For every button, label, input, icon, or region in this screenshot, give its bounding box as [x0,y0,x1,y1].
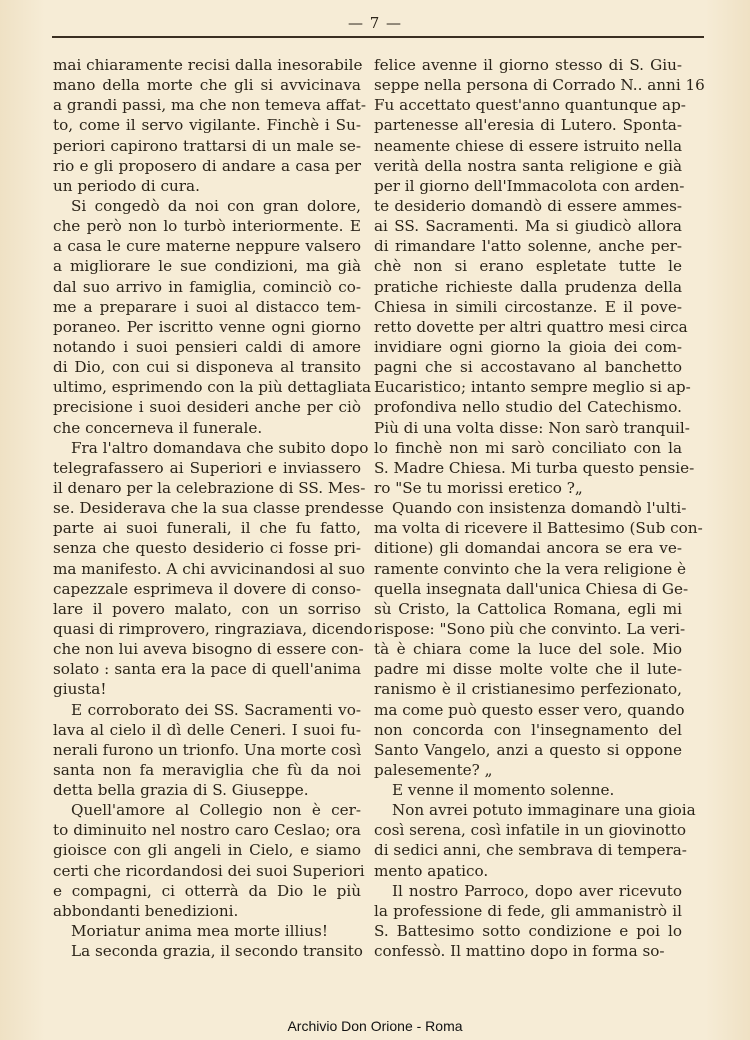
text-line: Santo Vangelo, anzi a questo si oppone [374,740,682,759]
text-line: Il nostro Parroco, dopo aver ricevuto [392,881,682,900]
left-text-column [53,55,384,961]
text-line: dal suo arrivo in famiglia, cominciò co- [53,277,361,296]
text-line: ranismo è il cristianesimo perfezionato, [374,680,682,699]
text-line: te desiderio domandò di essere ammes- [374,196,682,215]
text-line: Fra l'altro domandava che subito dopo [71,438,369,457]
text-line: di Dio, con cui si disponeva al transito [53,358,361,377]
text-line: così serena, così infatile in un giovinotto [374,821,687,840]
text-line: non concorda con l'insegnamento del [374,720,682,739]
text-line: verità della nostra santa religione e già [374,156,682,175]
text-line: certi che ricordandosi dei suoi Superiori [53,861,365,880]
text-line: detta bella grazia di S. Giuseppe. [53,781,309,800]
text-line: Quell'amore al Collegio non è cer- [71,801,361,820]
text-line: gioisce con gli angeli in Cielo, e siamo [53,841,361,860]
text-line: giusta! [53,680,107,699]
text-line: confessò. Il mattino dopo in forma so- [374,942,665,961]
text-line: ramente convinto che la vera religione è [374,559,686,578]
text-line: ma volta di ricevere il Battesimo (Sub con- [374,519,703,538]
text-line: Chiesa in simili circostanze. E il pove- [374,297,682,316]
right-text-column [374,55,705,961]
text-line: mano della morte che gli si avvicinava [53,76,361,95]
text-line: che concerneva il funerale. [53,418,263,437]
text-line: ma come può questo esser vero, quando [374,700,685,719]
text-line: solato : santa era la pace di quell'anima [53,660,361,679]
text-line: nerali furono un trionfo. Una morte così [53,740,362,759]
text-line: Fu accettato quest'anno quantunque ap- [374,96,686,115]
text-line: retto dovette per altri quattro mesi circa [374,317,688,336]
text-line: rio e gli proposero di andare a casa per [53,156,361,175]
text-line: poraneo. Per iscritto venne ogni giorno [53,317,361,336]
text-line: se. Desiderava che la sua classe prendesse [53,499,384,518]
text-line: abbondanti benedizioni. [53,901,239,920]
text-line: e compagni, ci otterrà da Dio le più [53,881,361,900]
text-line: quella insegnata dall'unica Chiesa di Ge- [374,579,689,598]
text-line: ditione) gli domandai ancora se era ve- [374,539,682,558]
text-line: a casa le cure materne neppure valsero [53,237,361,256]
text-line: di rimandare l'atto solenne, anche per- [374,237,682,256]
text-line: rispose: "Sono più che convinto. La veri- [374,619,686,638]
archive-stamp: Archivio Don Orione - Roma [287,1018,463,1034]
text-line: di sedici anni, che sembrava di tempera- [374,841,687,860]
text-line: seppe nella persona di Corrado N.. anni 16 [374,76,705,95]
text-line: lare il povero malato, con un sorriso [53,599,361,618]
text-line: partenesse all'eresia di Lutero. Sponta- [374,116,682,135]
text-line: Quando con insistenza domandò l'ulti- [392,499,687,518]
text-line: santa non fa meraviglia che fù da noi [53,760,361,779]
text-line: tà è chiara come la luce del sole. Mio [374,640,682,659]
text-line: quasi di rimprovero, ringraziava, dicendo [53,619,373,638]
text-line: ai SS. Sacramenti. Ma si giudicò allora [374,217,682,236]
text-line: felice avenne il giorno stesso di S. Giu- [374,56,682,74]
text-line: invidiare ogni giorno la gioia dei com- [374,337,682,356]
text-line: capezzale esprimeva il dovere di conso- [53,579,361,598]
text-line: ultimo, esprimendo con la più dettagliata [53,378,372,397]
text-line: notando i suoi pensieri caldi di amore [53,337,361,356]
text-line: senza che questo desiderio ci fosse pri- [53,539,361,558]
text-line: chè non si erano espletate tutte le [374,257,682,276]
text-line: to, come il servo vigilante. Finchè i Su- [53,116,361,135]
text-line: a grandi passi, ma che non temeva affat- [53,96,366,115]
text-line: ro "Se tu morissi eretico ?„ [374,478,583,497]
page-number: — 7 — [347,14,403,32]
text-line: Più di una volta disse: Non sarò tranquil- [374,418,690,437]
text-line: Moriatur anima mea morte illius! [71,922,328,941]
text-line: palesemente? „ [374,760,493,779]
text-line: S. Battesimo sotto condizione e poi lo [374,922,682,941]
text-line: pratiche richieste dalla prudenza della [374,277,682,296]
text-line: Si congedò da noi con gran dolore, [71,196,361,215]
text-line: periori capirono trattarsi di un male se- [53,136,361,155]
text-line: telegrafassero ai Superiori e inviassero [53,458,361,477]
text-line: sù Cristo, la Cattolica Romana, egli mi [374,599,682,618]
text-line: E venne il momento solenne. [392,781,615,800]
text-line: profondiva nello studio del Catechismo. [374,398,682,417]
text-line: S. Madre Chiesa. Mi turba questo pensie- [374,458,695,477]
text-line: E corroborato dei SS. Sacramenti vo- [71,700,361,719]
text-line: a migliorare le sue condizioni, ma già [53,257,361,276]
text-line: parte ai suoi funerali, il che fu fatto, [53,519,361,538]
text-line: La seconda grazia, il secondo transito [71,942,363,961]
text-line: per il giorno dell'Immacolota con arden- [374,176,685,195]
text-line: pagni che si accostavano al banchetto [374,358,682,377]
text-line: neamente chiese di essere istruito nella [374,136,682,155]
text-line: mai chiaramente recisi dalla inesorabile [53,56,363,74]
text-line: padre mi disse molte volte che il lute- [374,660,682,679]
text-line: ma manifesto. A chi avvicinandosi al suo [53,559,366,578]
text-line: me a preparare i suoi al distacco tem- [53,297,361,316]
header-rule [52,36,704,38]
text-line: lava al cielo il dì delle Ceneri. I suoi fu- [53,720,361,739]
text-line: precisione i suoi desideri anche per ciò [53,398,361,417]
text-line: Eucaristico; intanto sempre meglio si ap- [374,378,691,397]
text-line: che però non lo turbò interiormente. E [53,217,361,236]
text-line: la professione di fede, gli ammanistrò il [374,901,682,920]
text-line: un periodo di cura. [53,176,200,195]
text-line: mento apatico. [374,861,489,880]
text-line: Non avrei potuto immaginare una gioia [392,801,696,820]
text-line: che non lui aveva bisogno di essere con- [53,640,364,659]
text-line: to diminuito nel nostro caro Ceslao; ora [53,821,361,840]
text-line: lo finchè non mi sarò conciliato con la [374,438,682,457]
text-line: il denaro per la celebrazione di SS. Mes- [53,478,366,497]
